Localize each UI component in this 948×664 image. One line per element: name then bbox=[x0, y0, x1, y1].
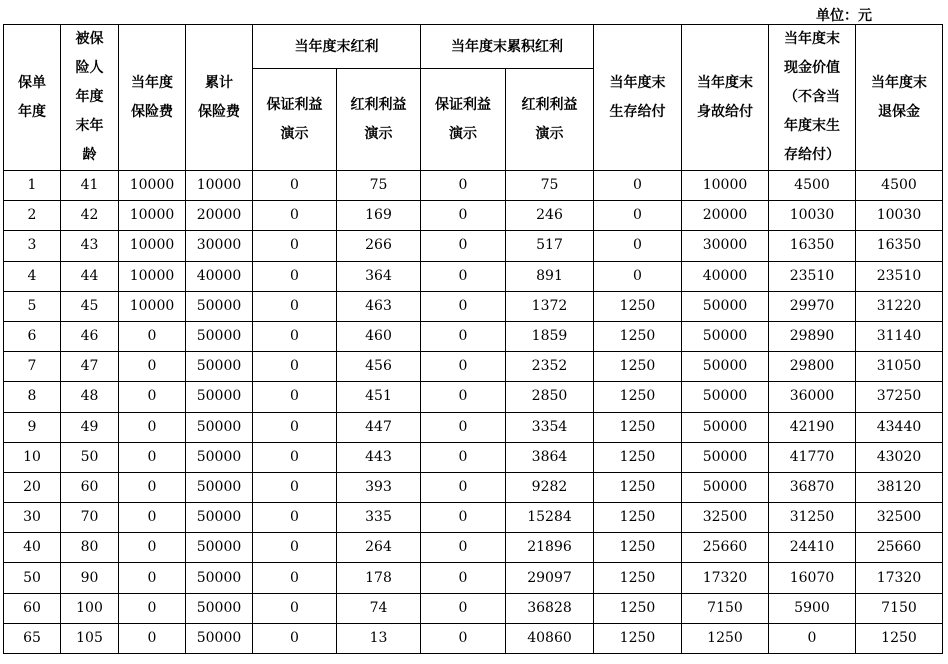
cell-death-benefit: 50000 bbox=[682, 442, 769, 472]
cell-death-benefit: 50000 bbox=[682, 412, 769, 442]
cell-death-benefit: 50000 bbox=[682, 472, 769, 502]
cell-death-benefit: 7150 bbox=[682, 593, 769, 623]
cell-bonus-dividend: 447 bbox=[337, 412, 421, 442]
cell-bonus-guaranteed: 0 bbox=[253, 261, 337, 291]
cell-cumulative-premium: 50000 bbox=[186, 623, 253, 653]
cell-death-benefit: 20000 bbox=[682, 201, 769, 231]
unit-label: 单位：元 bbox=[816, 8, 872, 24]
cell-annual-premium: 0 bbox=[119, 472, 186, 502]
cell-surrender-value: 7150 bbox=[856, 593, 943, 623]
cell-survival-benefit: 1250 bbox=[594, 382, 682, 412]
cell-annual-premium: 0 bbox=[119, 593, 186, 623]
table-row bbox=[4, 623, 943, 653]
cell-insured-age: 100 bbox=[61, 593, 119, 623]
cell-annual-premium: 0 bbox=[119, 623, 186, 653]
cell-cumulative-guaranteed: 0 bbox=[421, 291, 506, 321]
cell-cumulative-premium: 50000 bbox=[186, 412, 253, 442]
header-cumulative-guaranteed-demo: 保证利益 演示 bbox=[421, 69, 506, 171]
cell-cumulative-dividend: 891 bbox=[506, 261, 594, 291]
cell-annual-premium: 0 bbox=[119, 442, 186, 472]
cell-annual-premium: 10000 bbox=[119, 261, 186, 291]
cell-survival-benefit: 0 bbox=[594, 171, 682, 201]
cell-policy-year: 1 bbox=[4, 171, 61, 201]
cell-cumulative-guaranteed: 0 bbox=[421, 623, 506, 653]
cell-survival-benefit: 1250 bbox=[594, 442, 682, 472]
cell-death-benefit: 50000 bbox=[682, 291, 769, 321]
cell-death-benefit: 40000 bbox=[682, 261, 769, 291]
cell-cumulative-premium: 50000 bbox=[186, 593, 253, 623]
cell-cumulative-dividend: 75 bbox=[506, 171, 594, 201]
cell-cumulative-dividend: 1859 bbox=[506, 321, 594, 351]
cell-cumulative-dividend: 29097 bbox=[506, 563, 594, 593]
cell-death-benefit: 10000 bbox=[682, 171, 769, 201]
cell-cash-value: 36000 bbox=[769, 382, 856, 412]
cell-death-benefit: 17320 bbox=[682, 563, 769, 593]
cell-cumulative-premium: 50000 bbox=[186, 503, 253, 533]
cell-death-benefit: 1250 bbox=[682, 623, 769, 653]
cell-bonus-dividend: 74 bbox=[337, 593, 421, 623]
cell-bonus-guaranteed: 0 bbox=[253, 593, 337, 623]
cell-cash-value: 0 bbox=[769, 623, 856, 653]
cell-insured-age: 80 bbox=[61, 533, 119, 563]
cell-death-benefit: 32500 bbox=[682, 503, 769, 533]
cell-insured-age: 60 bbox=[61, 472, 119, 502]
cell-insured-age: 43 bbox=[61, 231, 119, 261]
cell-bonus-dividend: 169 bbox=[337, 201, 421, 231]
cell-insured-age: 41 bbox=[61, 171, 119, 201]
cell-cumulative-premium: 20000 bbox=[186, 201, 253, 231]
cell-bonus-dividend: 393 bbox=[337, 472, 421, 502]
cell-surrender-value: 25660 bbox=[856, 533, 943, 563]
cell-bonus-guaranteed: 0 bbox=[253, 533, 337, 563]
header-survival-benefit: 当年度末 生存给付 bbox=[594, 25, 682, 171]
cell-survival-benefit: 1250 bbox=[594, 563, 682, 593]
cell-survival-benefit: 1250 bbox=[594, 412, 682, 442]
cell-cumulative-premium: 50000 bbox=[186, 563, 253, 593]
header-insured-age: 被保 险人 年度 末年 龄 bbox=[61, 25, 119, 171]
cell-cumulative-premium: 10000 bbox=[186, 171, 253, 201]
cell-surrender-value: 1250 bbox=[856, 623, 943, 653]
cell-survival-benefit: 0 bbox=[594, 231, 682, 261]
cell-policy-year: 50 bbox=[4, 563, 61, 593]
table-row bbox=[4, 533, 943, 563]
cell-cumulative-premium: 30000 bbox=[186, 231, 253, 261]
cell-surrender-value: 38120 bbox=[856, 472, 943, 502]
cell-cumulative-guaranteed: 0 bbox=[421, 201, 506, 231]
cell-bonus-dividend: 75 bbox=[337, 171, 421, 201]
cell-bonus-dividend: 13 bbox=[337, 623, 421, 653]
cell-death-benefit: 50000 bbox=[682, 382, 769, 412]
cell-annual-premium: 0 bbox=[119, 382, 186, 412]
cell-survival-benefit: 1250 bbox=[594, 623, 682, 653]
cell-annual-premium: 0 bbox=[119, 321, 186, 351]
cell-bonus-guaranteed: 0 bbox=[253, 352, 337, 382]
cell-surrender-value: 17320 bbox=[856, 563, 943, 593]
cell-policy-year: 20 bbox=[4, 472, 61, 502]
cell-bonus-dividend: 335 bbox=[337, 503, 421, 533]
cell-surrender-value: 16350 bbox=[856, 231, 943, 261]
benefit-illustration-table bbox=[3, 24, 943, 654]
cell-surrender-value: 31140 bbox=[856, 321, 943, 351]
cell-bonus-guaranteed: 0 bbox=[253, 231, 337, 261]
cell-cumulative-guaranteed: 0 bbox=[421, 563, 506, 593]
table-row bbox=[4, 352, 943, 382]
cell-cash-value: 16350 bbox=[769, 231, 856, 261]
cell-survival-benefit: 1250 bbox=[594, 321, 682, 351]
table-row bbox=[4, 442, 943, 472]
cell-survival-benefit: 0 bbox=[594, 201, 682, 231]
cell-policy-year: 10 bbox=[4, 442, 61, 472]
cell-cash-value: 41770 bbox=[769, 442, 856, 472]
cell-policy-year: 30 bbox=[4, 503, 61, 533]
cell-bonus-guaranteed: 0 bbox=[253, 321, 337, 351]
header-annual-premium: 当年度 保险费 bbox=[119, 25, 186, 171]
cell-cumulative-premium: 40000 bbox=[186, 261, 253, 291]
cell-cash-value: 5900 bbox=[769, 593, 856, 623]
cell-bonus-guaranteed: 0 bbox=[253, 563, 337, 593]
cell-cumulative-dividend: 21896 bbox=[506, 533, 594, 563]
cell-cumulative-premium: 50000 bbox=[186, 533, 253, 563]
cell-bonus-dividend: 266 bbox=[337, 231, 421, 261]
cell-cumulative-guaranteed: 0 bbox=[421, 231, 506, 261]
cell-survival-benefit: 1250 bbox=[594, 291, 682, 321]
cell-cumulative-guaranteed: 0 bbox=[421, 593, 506, 623]
cell-cumulative-dividend: 40860 bbox=[506, 623, 594, 653]
cell-cumulative-dividend: 2352 bbox=[506, 352, 594, 382]
cell-policy-year: 8 bbox=[4, 382, 61, 412]
cell-survival-benefit: 1250 bbox=[594, 472, 682, 502]
cell-bonus-guaranteed: 0 bbox=[253, 291, 337, 321]
cell-bonus-dividend: 451 bbox=[337, 382, 421, 412]
cell-surrender-value: 37250 bbox=[856, 382, 943, 412]
cell-death-benefit: 50000 bbox=[682, 321, 769, 351]
cell-surrender-value: 32500 bbox=[856, 503, 943, 533]
header-death-benefit: 当年度末 身故给付 bbox=[682, 25, 769, 171]
cell-cash-value: 31250 bbox=[769, 503, 856, 533]
cell-cash-value: 10030 bbox=[769, 201, 856, 231]
table-row bbox=[4, 382, 943, 412]
cell-annual-premium: 0 bbox=[119, 503, 186, 533]
cell-bonus-dividend: 443 bbox=[337, 442, 421, 472]
cell-insured-age: 42 bbox=[61, 201, 119, 231]
cell-cumulative-dividend: 36828 bbox=[506, 593, 594, 623]
cell-cumulative-guaranteed: 0 bbox=[421, 442, 506, 472]
cell-policy-year: 60 bbox=[4, 593, 61, 623]
cell-cumulative-guaranteed: 0 bbox=[421, 412, 506, 442]
cell-cumulative-premium: 50000 bbox=[186, 352, 253, 382]
header-policy-year: 保单 年度 bbox=[4, 25, 61, 171]
cell-insured-age: 50 bbox=[61, 442, 119, 472]
cell-cumulative-premium: 50000 bbox=[186, 472, 253, 502]
cell-annual-premium: 0 bbox=[119, 563, 186, 593]
table-row bbox=[4, 171, 943, 201]
cell-cash-value: 29970 bbox=[769, 291, 856, 321]
cell-cash-value: 16070 bbox=[769, 563, 856, 593]
cell-cumulative-guaranteed: 0 bbox=[421, 533, 506, 563]
cell-insured-age: 48 bbox=[61, 382, 119, 412]
cell-survival-benefit: 1250 bbox=[594, 503, 682, 533]
cell-annual-premium: 10000 bbox=[119, 291, 186, 321]
cell-cumulative-guaranteed: 0 bbox=[421, 503, 506, 533]
header-year-end-cumulative-bonus: 当年度末累积红利 bbox=[421, 25, 594, 69]
cell-insured-age: 70 bbox=[61, 503, 119, 533]
cell-policy-year: 40 bbox=[4, 533, 61, 563]
cell-bonus-dividend: 456 bbox=[337, 352, 421, 382]
cell-surrender-value: 31050 bbox=[856, 352, 943, 382]
cell-cash-value: 29800 bbox=[769, 352, 856, 382]
header-surrender-value: 当年度末 退保金 bbox=[856, 25, 943, 171]
cell-survival-benefit: 1250 bbox=[594, 352, 682, 382]
cell-annual-premium: 10000 bbox=[119, 201, 186, 231]
cell-bonus-guaranteed: 0 bbox=[253, 171, 337, 201]
header-year-end-bonus: 当年度末红利 bbox=[253, 25, 421, 69]
cell-policy-year: 4 bbox=[4, 261, 61, 291]
cell-survival-benefit: 1250 bbox=[594, 593, 682, 623]
cell-cumulative-dividend: 517 bbox=[506, 231, 594, 261]
cell-policy-year: 6 bbox=[4, 321, 61, 351]
table-row bbox=[4, 231, 943, 261]
table-row bbox=[4, 261, 943, 291]
cell-surrender-value: 4500 bbox=[856, 171, 943, 201]
cell-insured-age: 44 bbox=[61, 261, 119, 291]
cell-policy-year: 3 bbox=[4, 231, 61, 261]
cell-death-benefit: 25660 bbox=[682, 533, 769, 563]
cell-cumulative-guaranteed: 0 bbox=[421, 352, 506, 382]
cell-insured-age: 105 bbox=[61, 623, 119, 653]
cell-cash-value: 36870 bbox=[769, 472, 856, 502]
cell-cumulative-dividend: 9282 bbox=[506, 472, 594, 502]
cell-annual-premium: 10000 bbox=[119, 171, 186, 201]
cell-bonus-guaranteed: 0 bbox=[253, 412, 337, 442]
cell-surrender-value: 43440 bbox=[856, 412, 943, 442]
cell-cumulative-dividend: 3354 bbox=[506, 412, 594, 442]
cell-bonus-dividend: 460 bbox=[337, 321, 421, 351]
cell-policy-year: 65 bbox=[4, 623, 61, 653]
cell-policy-year: 5 bbox=[4, 291, 61, 321]
cell-policy-year: 2 bbox=[4, 201, 61, 231]
cell-death-benefit: 30000 bbox=[682, 231, 769, 261]
header-cumulative-premium: 累计 保险费 bbox=[186, 25, 253, 171]
cell-cumulative-guaranteed: 0 bbox=[421, 382, 506, 412]
cell-insured-age: 90 bbox=[61, 563, 119, 593]
cell-cumulative-dividend: 2850 bbox=[506, 382, 594, 412]
table-row bbox=[4, 563, 943, 593]
cell-surrender-value: 31220 bbox=[856, 291, 943, 321]
table-header bbox=[4, 25, 943, 171]
cell-bonus-guaranteed: 0 bbox=[253, 442, 337, 472]
cell-cumulative-premium: 50000 bbox=[186, 382, 253, 412]
cell-bonus-guaranteed: 0 bbox=[253, 382, 337, 412]
cell-survival-benefit: 0 bbox=[594, 261, 682, 291]
cell-cumulative-premium: 50000 bbox=[186, 321, 253, 351]
cell-bonus-guaranteed: 0 bbox=[253, 623, 337, 653]
cell-survival-benefit: 1250 bbox=[594, 533, 682, 563]
cell-cumulative-guaranteed: 0 bbox=[421, 261, 506, 291]
cell-cash-value: 23510 bbox=[769, 261, 856, 291]
table-row bbox=[4, 593, 943, 623]
cell-insured-age: 46 bbox=[61, 321, 119, 351]
cell-cumulative-guaranteed: 0 bbox=[421, 472, 506, 502]
cell-cumulative-premium: 50000 bbox=[186, 442, 253, 472]
cell-cumulative-dividend: 15284 bbox=[506, 503, 594, 533]
cell-death-benefit: 50000 bbox=[682, 352, 769, 382]
table-row bbox=[4, 291, 943, 321]
cell-insured-age: 49 bbox=[61, 412, 119, 442]
table-body bbox=[4, 171, 943, 654]
cell-insured-age: 45 bbox=[61, 291, 119, 321]
cell-surrender-value: 43020 bbox=[856, 442, 943, 472]
cell-annual-premium: 0 bbox=[119, 412, 186, 442]
header-cumulative-dividend-demo: 红利利益 演示 bbox=[506, 69, 594, 171]
cell-annual-premium: 0 bbox=[119, 352, 186, 382]
cell-surrender-value: 10030 bbox=[856, 201, 943, 231]
cell-cash-value: 24410 bbox=[769, 533, 856, 563]
cell-policy-year: 9 bbox=[4, 412, 61, 442]
cell-bonus-guaranteed: 0 bbox=[253, 472, 337, 502]
header-bonus-dividend-demo: 红利利益 演示 bbox=[337, 69, 421, 171]
cell-cumulative-dividend: 1372 bbox=[506, 291, 594, 321]
table-row bbox=[4, 412, 943, 442]
cell-cumulative-guaranteed: 0 bbox=[421, 321, 506, 351]
cell-annual-premium: 10000 bbox=[119, 231, 186, 261]
cell-bonus-guaranteed: 0 bbox=[253, 201, 337, 231]
cell-policy-year: 7 bbox=[4, 352, 61, 382]
cell-cash-value: 29890 bbox=[769, 321, 856, 351]
cell-bonus-dividend: 178 bbox=[337, 563, 421, 593]
cell-insured-age: 47 bbox=[61, 352, 119, 382]
cell-annual-premium: 0 bbox=[119, 533, 186, 563]
cell-cumulative-guaranteed: 0 bbox=[421, 171, 506, 201]
table-row bbox=[4, 321, 943, 351]
table-row bbox=[4, 472, 943, 502]
cell-bonus-dividend: 463 bbox=[337, 291, 421, 321]
header-cash-value: 当年度末 现金价值 （不含当 年度末生 存给付） bbox=[769, 25, 856, 171]
header-bonus-guaranteed-demo: 保证利益 演示 bbox=[253, 69, 337, 171]
cell-cumulative-premium: 50000 bbox=[186, 291, 253, 321]
cell-cumulative-dividend: 3864 bbox=[506, 442, 594, 472]
cell-cash-value: 4500 bbox=[769, 171, 856, 201]
cell-cumulative-dividend: 246 bbox=[506, 201, 594, 231]
cell-surrender-value: 23510 bbox=[856, 261, 943, 291]
cell-cash-value: 42190 bbox=[769, 412, 856, 442]
cell-bonus-dividend: 364 bbox=[337, 261, 421, 291]
cell-bonus-dividend: 264 bbox=[337, 533, 421, 563]
cell-bonus-guaranteed: 0 bbox=[253, 503, 337, 533]
table-row bbox=[4, 503, 943, 533]
table-row bbox=[4, 201, 943, 231]
